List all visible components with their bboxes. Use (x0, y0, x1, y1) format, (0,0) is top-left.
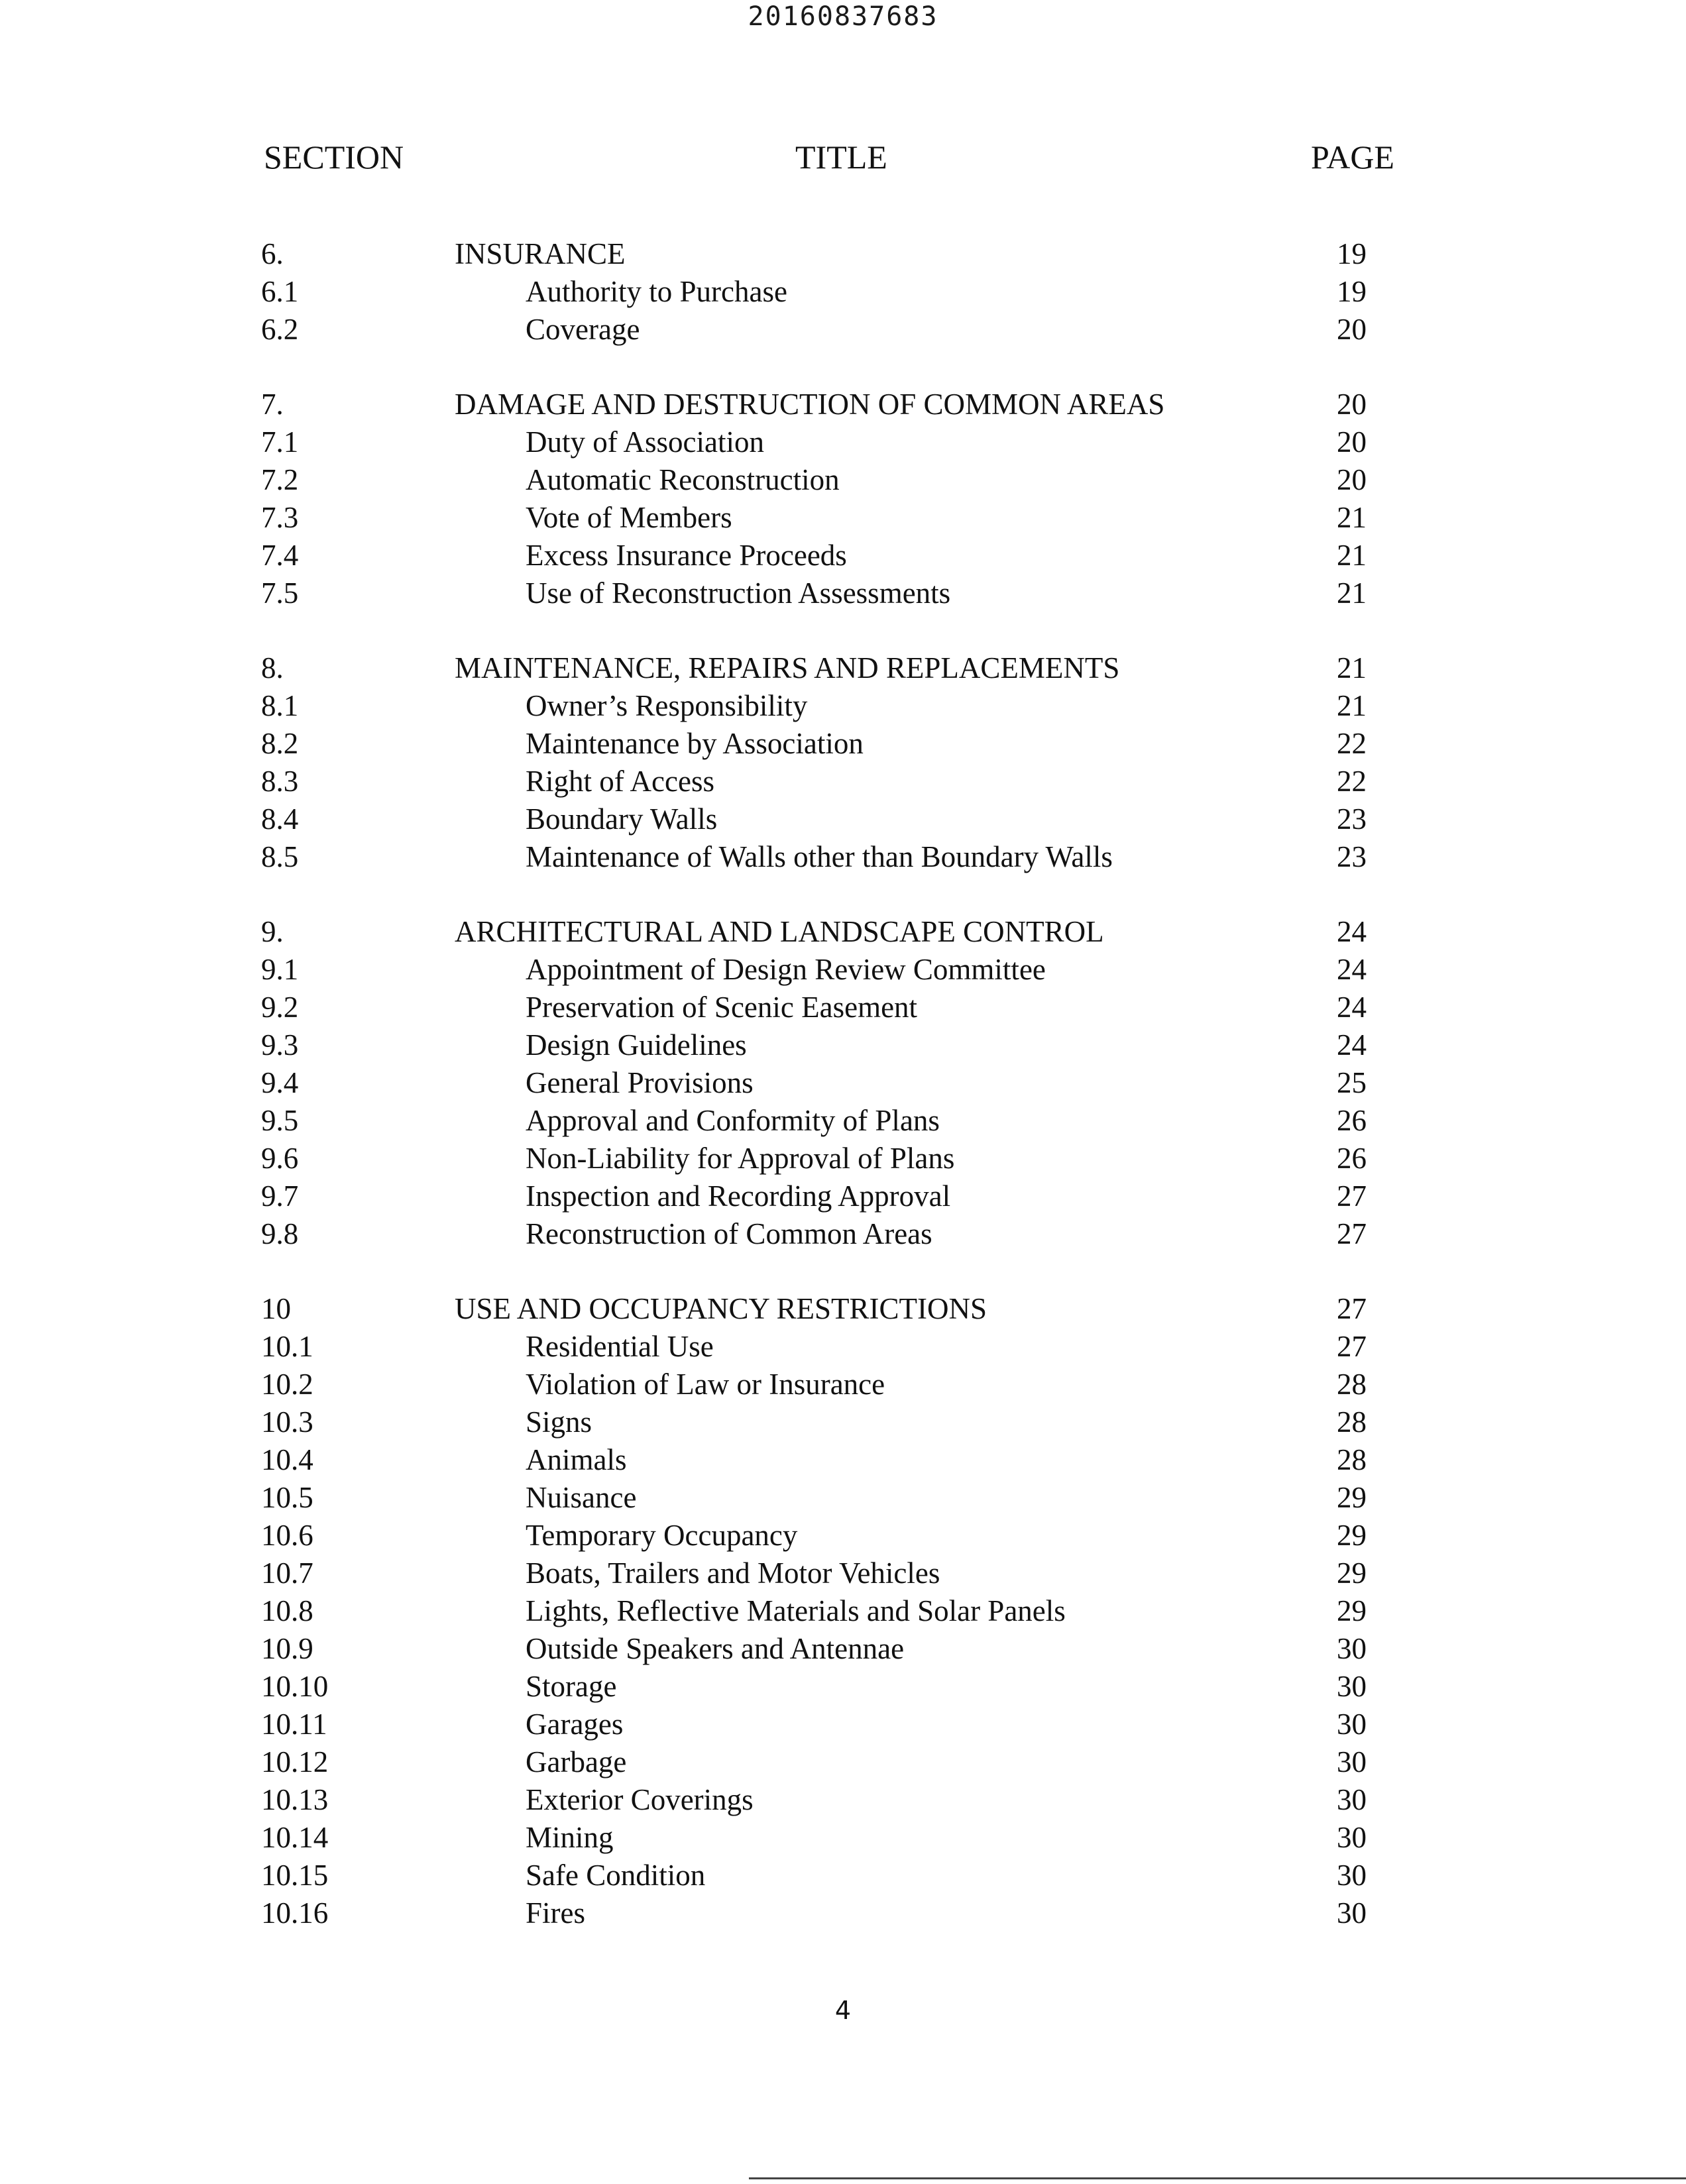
entry-title: Outside Speakers and Antennae (526, 1632, 905, 1665)
page-reference: 30 (1337, 1783, 1367, 1816)
entry-title: Garages (526, 1708, 624, 1741)
section-number: 8.3 (261, 765, 299, 798)
toc-group (0, 386, 1686, 612)
page-reference: 22 (1337, 765, 1367, 798)
toc-section-row (0, 235, 1686, 273)
toc-entry-row (0, 1026, 1686, 1064)
toc-entry-row (0, 1781, 1686, 1819)
page-reference: 19 (1337, 275, 1367, 308)
page-reference: 30 (1337, 1708, 1367, 1741)
section-number: 10.13 (261, 1783, 329, 1816)
page-reference: 30 (1337, 1821, 1367, 1854)
page-reference: 29 (1337, 1519, 1367, 1552)
entry-title: Garbage (526, 1745, 627, 1778)
page-reference: 30 (1337, 1859, 1367, 1892)
toc-entry-row (0, 423, 1686, 461)
toc-entry-row (0, 763, 1686, 800)
section-number: 9. (261, 915, 284, 948)
toc-group (0, 913, 1686, 1253)
entry-title: Boundary Walls (526, 802, 718, 836)
section-number: 6. (261, 237, 284, 270)
section-number: 9.5 (261, 1104, 299, 1137)
toc-entry-row (0, 537, 1686, 574)
page-reference: 20 (1337, 313, 1367, 346)
page-reference: 27 (1337, 1217, 1367, 1250)
page-reference: 29 (1337, 1556, 1367, 1590)
section-number: 10.6 (261, 1519, 313, 1552)
section-number: 9.7 (261, 1179, 299, 1213)
entry-title: Coverage (526, 313, 640, 346)
section-number: 10 (261, 1292, 291, 1325)
section-number: 8. (261, 651, 284, 684)
page-number: 4 (834, 1996, 852, 2025)
toc-entry-row (0, 574, 1686, 612)
page-reference: 24 (1337, 1028, 1367, 1062)
section-number: 10.7 (261, 1556, 313, 1590)
page-reference: 21 (1337, 539, 1367, 572)
section-number: 7.4 (261, 539, 299, 572)
toc-entry-row (0, 687, 1686, 725)
document-number: 20160837683 (748, 1, 938, 32)
page-column-header: PAGE (1311, 138, 1394, 176)
toc-entry-row (0, 989, 1686, 1026)
page-reference: 27 (1337, 1179, 1367, 1213)
page-reference: 24 (1337, 991, 1367, 1024)
entry-title: Preservation of Scenic Easement (526, 991, 918, 1024)
page-reference: 24 (1337, 953, 1367, 986)
entry-title: Boats, Trailers and Motor Vehicles (526, 1556, 940, 1590)
toc-section-row (0, 386, 1686, 423)
toc-entry-row (0, 1743, 1686, 1781)
section-number: 10.15 (261, 1859, 329, 1892)
entry-title: Duty of Association (526, 425, 764, 459)
section-number: 8.2 (261, 727, 299, 760)
page-reference: 29 (1337, 1481, 1367, 1514)
toc-entry-row (0, 1517, 1686, 1555)
page-reference: 30 (1337, 1632, 1367, 1665)
page-reference: 22 (1337, 727, 1367, 760)
section-title: INSURANCE (455, 237, 626, 270)
section-number: 10.16 (261, 1896, 329, 1930)
toc-entry-row (0, 1064, 1686, 1102)
entry-title: Excess Insurance Proceeds (526, 539, 847, 572)
section-number: 10.3 (261, 1405, 313, 1439)
section-number: 10.12 (261, 1745, 329, 1778)
toc-entry-row (0, 1819, 1686, 1857)
page-reference: 26 (1337, 1142, 1367, 1175)
toc-entry-row (0, 1592, 1686, 1630)
section-title: DAMAGE AND DESTRUCTION OF COMMON AREAS (455, 388, 1165, 421)
section-number: 6.1 (261, 275, 299, 308)
entry-title: Right of Access (526, 765, 714, 798)
entry-title: Storage (526, 1670, 617, 1703)
page-reference: 28 (1337, 1443, 1367, 1476)
entry-title: Non-Liability for Approval of Plans (526, 1142, 955, 1175)
page-reference: 23 (1337, 802, 1367, 836)
section-number: 7.5 (261, 576, 299, 610)
toc-header (0, 138, 1686, 178)
section-number: 8.1 (261, 689, 299, 722)
toc-section-row (0, 1290, 1686, 1328)
toc-entry-row (0, 1479, 1686, 1517)
page-reference: 28 (1337, 1405, 1367, 1439)
toc-entry-row (0, 838, 1686, 876)
toc-entry-row (0, 1555, 1686, 1592)
entry-title: Vote of Members (526, 501, 732, 534)
toc-entry-row (0, 1177, 1686, 1215)
page-reference: 28 (1337, 1368, 1367, 1401)
entry-title: Safe Condition (526, 1859, 706, 1892)
entry-title: Violation of Law or Insurance (526, 1368, 885, 1401)
toc-entry-row (0, 1366, 1686, 1403)
section-number: 8.4 (261, 802, 299, 836)
section-number: 10.8 (261, 1594, 313, 1627)
section-number: 9.6 (261, 1142, 299, 1175)
page-reference: 21 (1337, 651, 1367, 684)
entry-title: Reconstruction of Common Areas (526, 1217, 932, 1250)
page-reference: 24 (1337, 915, 1367, 948)
section-column-header: SECTION (264, 138, 404, 176)
page-reference: 21 (1337, 689, 1367, 722)
page-reference: 30 (1337, 1745, 1367, 1778)
page-reference: 19 (1337, 237, 1367, 270)
entry-title: Residential Use (526, 1330, 714, 1363)
table-of-contents (0, 235, 1686, 1969)
entry-title: Authority to Purchase (526, 275, 787, 308)
section-number: 9.1 (261, 953, 299, 986)
section-title: ARCHITECTURAL AND LANDSCAPE CONTROL (455, 915, 1104, 948)
section-number: 7. (261, 388, 284, 421)
page-reference: 20 (1337, 388, 1367, 421)
entry-title: Mining (526, 1821, 614, 1854)
toc-entry-row (0, 311, 1686, 349)
section-number: 10.4 (261, 1443, 313, 1476)
page-reference: 27 (1337, 1330, 1367, 1363)
entry-title: Approval and Conformity of Plans (526, 1104, 940, 1137)
entry-title: Animals (526, 1443, 627, 1476)
entry-title: Signs (526, 1405, 592, 1439)
section-number: 9.3 (261, 1028, 299, 1062)
section-number: 7.1 (261, 425, 299, 459)
section-number: 10.5 (261, 1481, 313, 1514)
toc-entry-row (0, 1706, 1686, 1743)
toc-entry-row (0, 951, 1686, 989)
entry-title: Nuisance (526, 1481, 637, 1514)
toc-group (0, 649, 1686, 876)
entry-title: Owner’s Responsibility (526, 689, 808, 722)
page-reference: 20 (1337, 425, 1367, 459)
entry-title: Use of Reconstruction Assessments (526, 576, 951, 610)
section-number: 8.5 (261, 840, 299, 873)
section-number: 10.14 (261, 1821, 329, 1854)
section-title: USE AND OCCUPANCY RESTRICTIONS (455, 1292, 987, 1325)
page-reference: 20 (1337, 463, 1367, 496)
page-reference: 23 (1337, 840, 1367, 873)
section-number: 9.4 (261, 1066, 299, 1099)
page-reference: 26 (1337, 1104, 1367, 1137)
toc-group (0, 235, 1686, 349)
toc-entry-row (0, 1328, 1686, 1366)
toc-entry-row (0, 273, 1686, 311)
section-number: 10.11 (261, 1708, 327, 1741)
entry-title: Design Guidelines (526, 1028, 747, 1062)
page-reference: 21 (1337, 576, 1367, 610)
toc-entry-row (0, 461, 1686, 499)
toc-entry-row (0, 499, 1686, 537)
entry-title: Automatic Reconstruction (526, 463, 840, 496)
entry-title: Appointment of Design Review Committee (526, 953, 1046, 986)
section-number: 9.8 (261, 1217, 299, 1250)
toc-entry-row (0, 1403, 1686, 1441)
entry-title: Fires (526, 1896, 585, 1930)
entry-title: Lights, Reflective Materials and Solar Panels (526, 1594, 1066, 1627)
entry-title: Maintenance by Association (526, 727, 864, 760)
section-number: 6.2 (261, 313, 299, 346)
toc-entry-row (0, 1668, 1686, 1706)
toc-entry-row (0, 1630, 1686, 1668)
scan-edge-line (749, 2177, 1686, 2179)
page-reference: 27 (1337, 1292, 1367, 1325)
page-reference: 30 (1337, 1670, 1367, 1703)
section-title: MAINTENANCE, REPAIRS AND REPLACEMENTS (455, 651, 1120, 684)
toc-entry-row (0, 1215, 1686, 1253)
section-number: 10.2 (261, 1368, 313, 1401)
toc-section-row (0, 649, 1686, 687)
section-number: 7.3 (261, 501, 299, 534)
page-reference: 21 (1337, 501, 1367, 534)
entry-title: Temporary Occupancy (526, 1519, 798, 1552)
page-reference: 30 (1337, 1896, 1367, 1930)
toc-entry-row (0, 1441, 1686, 1479)
title-column-header: TITLE (795, 138, 887, 176)
toc-entry-row (0, 1102, 1686, 1140)
section-number: 10.1 (261, 1330, 313, 1363)
page-reference: 29 (1337, 1594, 1367, 1627)
toc-entry-row (0, 1140, 1686, 1177)
entry-title: Inspection and Recording Approval (526, 1179, 951, 1213)
page-reference: 25 (1337, 1066, 1367, 1099)
section-number: 10.10 (261, 1670, 329, 1703)
toc-entry-row (0, 725, 1686, 763)
section-number: 7.2 (261, 463, 299, 496)
toc-section-row (0, 913, 1686, 951)
toc-entry-row (0, 800, 1686, 838)
entry-title: General Provisions (526, 1066, 754, 1099)
section-number: 10.9 (261, 1632, 313, 1665)
section-number: 9.2 (261, 991, 299, 1024)
toc-group (0, 1290, 1686, 1932)
toc-entry-row (0, 1894, 1686, 1932)
toc-entry-row (0, 1857, 1686, 1894)
entry-title: Maintenance of Walls other than Boundary Walls (526, 840, 1113, 873)
entry-title: Exterior Coverings (526, 1783, 754, 1816)
